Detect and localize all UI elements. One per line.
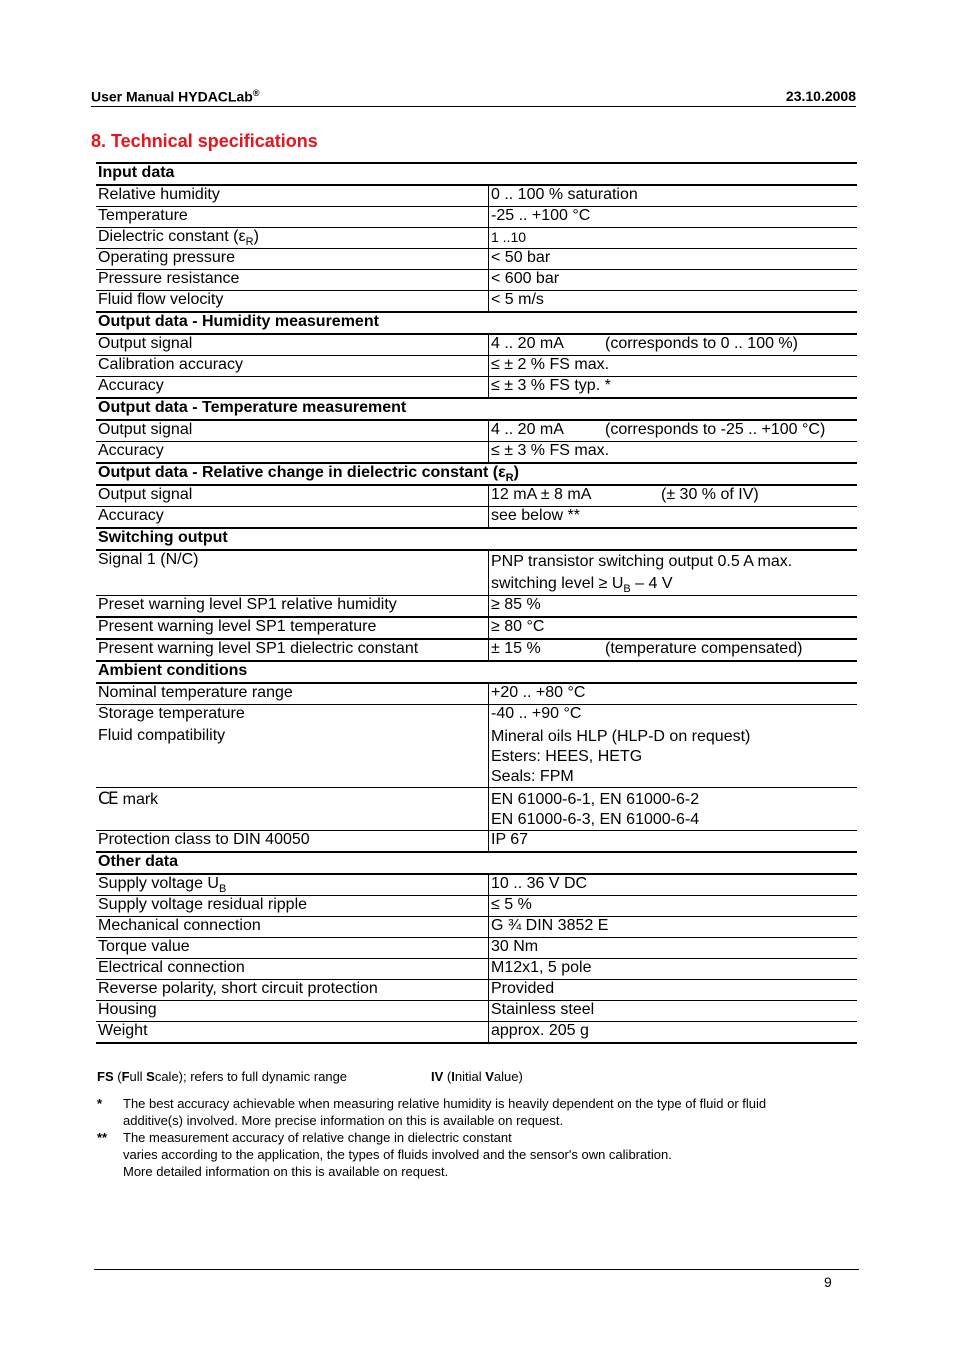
footnotes xyxy=(97,1095,842,1180)
section-input: Input data xyxy=(96,163,857,185)
table-row: Fluid flow velocity < 5 m/s xyxy=(96,291,857,313)
table-row: Output signal 4 .. 20 mA (corresponds to 0 .. 100 %) xyxy=(96,334,857,356)
spec-table xyxy=(96,162,857,1044)
table-row: Supply voltage residual ripple ≤ 5 % xyxy=(96,896,857,917)
legend-fs: FS (Full Scale); refers to full dynamic range xyxy=(97,1069,348,1084)
table-row: Relative humidity 0 .. 100 % saturation xyxy=(96,185,857,207)
section-output-dielectric: Output data - Relative change in dielectric constant $(\varepsilon_R)$ xyxy=(96,463,857,485)
abbreviation-legend xyxy=(97,1069,523,1084)
section-title: 8. Technical specifications xyxy=(91,131,318,151)
ce-mark-icon: CE xyxy=(98,789,117,809)
table-row: Calibration accuracy ≤ ± 2 % FS max. xyxy=(96,356,857,377)
table-row: Signal 1 (N/C) PNP transistor switching output 0.5 A max. switching level ≥ $U_B - 4$ V xyxy=(96,550,857,596)
section-switching: Switching output xyxy=(96,528,857,550)
table-row: Mechanical connection G ¾ DIN 3852 E xyxy=(96,917,857,938)
table-row: Present warning level SP1 temperature ≥ 80 °C xyxy=(96,617,857,639)
page-number: 9 xyxy=(824,1274,832,1290)
table-row: Storage temperature -40 .. +90 °C xyxy=(96,705,857,726)
table-row: Output signal 12 mA ± 8 mA (± 30 % of IV) xyxy=(96,485,857,507)
legend-iv: IV (Initial Value) xyxy=(431,1069,523,1084)
table-row: Weight approx. 205 g xyxy=(96,1022,857,1044)
table-row: Protection class to DIN 40050 IP 67 xyxy=(96,831,857,853)
table-row: Housing Stainless steel xyxy=(96,1001,857,1022)
header-date: 23.10.2008 xyxy=(785,88,856,104)
table-row: Temperature -25 .. +100 °C xyxy=(96,207,857,228)
table-row: Dielectric constant $(\varepsilon_R)$ 1 ..10 xyxy=(96,228,857,249)
table-row: Preset warning level SP1 relative humidity ≥ 85 % xyxy=(96,596,857,618)
table-row: Accuracy ≤ ± 3 % FS max. xyxy=(96,442,857,464)
table-row: Output signal 4 .. 20 mA (corresponds to -25 .. +100 °C) xyxy=(96,420,857,442)
table-row: Nominal temperature range +20 .. +80 °C xyxy=(96,683,857,705)
table-row: Operating pressure < 50 bar xyxy=(96,249,857,270)
table-row: CE mark EN 61000-6-1, EN 61000-6-2 EN 61000-6-3, EN 61000-6-4 xyxy=(96,788,857,831)
table-row: Reverse polarity, short circuit protection Provided xyxy=(96,980,857,1001)
section-other: Other data xyxy=(96,852,857,874)
table-row: Fluid compatibility Mineral oils HLP (HLP-D on request) Esters: HEES, HETG Seals: FPM xyxy=(96,725,857,788)
footer-rule xyxy=(94,1269,859,1270)
registered-mark: ® xyxy=(252,88,260,98)
section-output-temperature: Output data - Temperature measurement xyxy=(96,398,857,420)
table-row: Pressure resistance < 600 bar xyxy=(96,270,857,291)
section-output-humidity: Output data - Humidity measurement xyxy=(96,312,857,334)
footnote-1: * The best accuracy achievable when measuring relative humidity is heavily dependent on the type of fluid or fluid additive(s) involved. More precise information on this is available on request. xyxy=(97,1096,767,1128)
table-row: Electrical connection M12x1, 5 pole xyxy=(96,959,857,980)
table-row: Accuracy ≤ ± 3 % FS typ. * xyxy=(96,377,857,399)
table-row: Supply voltage $U_B$ 10 .. 36 V DC xyxy=(96,874,857,896)
table-row: Present warning level SP1 dielectric constant ± 15 % (temperature compensated) xyxy=(96,639,857,661)
section-ambient: Ambient conditions xyxy=(96,661,857,683)
table-row: Torque value 30 Nm xyxy=(96,938,857,959)
header-manual-title: User Manual HYDACLab® xyxy=(91,88,260,105)
footnote-2: ** The measurement accuracy of relative change in dielectric constant varies according to the application, the types of fluids involved and the sensor's own calibration. More detailed information on this is available on request. xyxy=(97,1130,672,1179)
page-header xyxy=(91,88,856,107)
table-row: Accuracy see below ** xyxy=(96,507,857,529)
